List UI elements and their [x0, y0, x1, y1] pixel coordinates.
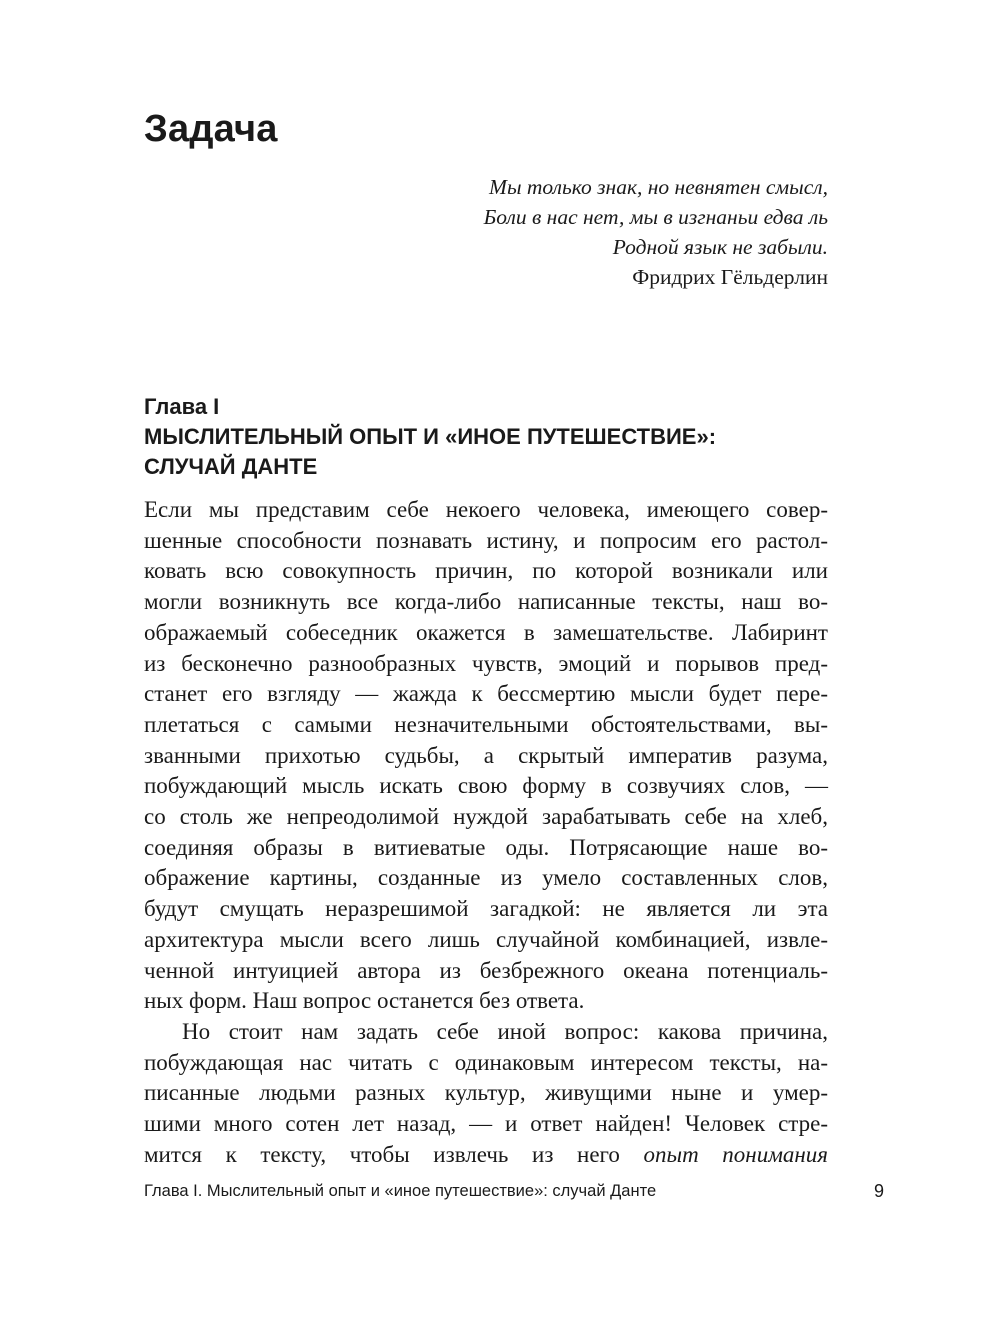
- body-line: писанные людьми разных культур, живущими ныне и умер-: [144, 1080, 828, 1106]
- body-line: званными прихотью судьбы, а скрытый императив разума,: [144, 742, 828, 768]
- body-line: шими много сотен лет назад, — и ответ найден! Человек стре-: [144, 1111, 828, 1137]
- body-line: плетаться с самыми незначительными обстоятельствами, вы-: [144, 711, 828, 737]
- body-line: будут смущать неразрешимой загадкой: не является ли эта: [144, 896, 828, 922]
- body-line: побуждающий мысль искать свою форму в созвучиях слов, —: [144, 773, 828, 799]
- body-line: ображение картины, созданные из умело составленных слов,: [144, 865, 828, 891]
- body-line: Но стоит нам задать себе иной вопрос: какова причина,: [182, 1018, 828, 1044]
- epigraph-author: Фридрих Гёльдерлин: [632, 265, 828, 289]
- body-line: со столь же непреодолимой нуждой зарабатывать себе на хлеб,: [144, 804, 828, 830]
- body-line-plain: мится к тексту, чтобы извлечь из него: [144, 1141, 644, 1167]
- chapter-number: Глава I: [144, 394, 220, 419]
- body-line: соединяя образы в витиеватые оды. Потрясающие наше во-: [144, 834, 828, 860]
- body-line: Если мы представим себе некоего человека, имеющего совер-: [144, 497, 828, 522]
- body-text: [144, 495, 828, 1170]
- body-line: из бесконечно разнообразных чувств, эмоций и порывов пред-: [144, 650, 828, 676]
- epigraph-line: Родной язык не забыли.: [612, 235, 828, 259]
- body-line: станет его взгляду — жажда к бессмертию мысли будет пере-: [144, 681, 828, 707]
- body-line: побуждающая нас читать с одинаковым интересом тексты, на-: [144, 1049, 828, 1075]
- chapter-title-line: МЫСЛИТЕЛЬНЫЙ ОПЫТ И «ИНОЕ ПУТЕШЕСТВИЕ»:: [144, 424, 717, 449]
- chapter-heading: [144, 392, 844, 482]
- body-line: шенные способности познавать истину, и попросим его растол-: [144, 527, 828, 553]
- chapter-title-line: СЛУЧАЙ ДАНТЕ: [144, 454, 318, 479]
- epigraph: [268, 172, 828, 292]
- body-line: ковать всю совокупность причин, по которой возникали или: [144, 558, 828, 584]
- running-head: Глава I. Мыслительный опыт и «иное путешествие»: случай Данте: [144, 1182, 657, 1200]
- body-line: архитектура мысли всего лишь случайной комбинацией, извле-: [144, 926, 828, 952]
- body-line-mixed: [144, 1140, 828, 1171]
- epigraph-line: Мы только знак, но невнятен смысл,: [489, 175, 828, 199]
- page-number: 9: [873, 1181, 884, 1201]
- epigraph-line: Боли в нас нет, мы в изгнаньи едва ль: [483, 205, 828, 229]
- section-title: Задача: [144, 108, 278, 150]
- body-line: ченной интуицией автора из безбрежного океана потенциаль-: [144, 957, 828, 983]
- body-line: могли возникнуть все когда-либо написанные тексты, наш во-: [144, 589, 828, 615]
- body-line: ображаемый собеседник окажется в замешательстве. Лабиринт: [144, 619, 828, 645]
- body-line: ных форм. Наш вопрос останется без ответа.: [144, 988, 585, 1014]
- body-line-italic: опыт понимания: [643, 1141, 828, 1167]
